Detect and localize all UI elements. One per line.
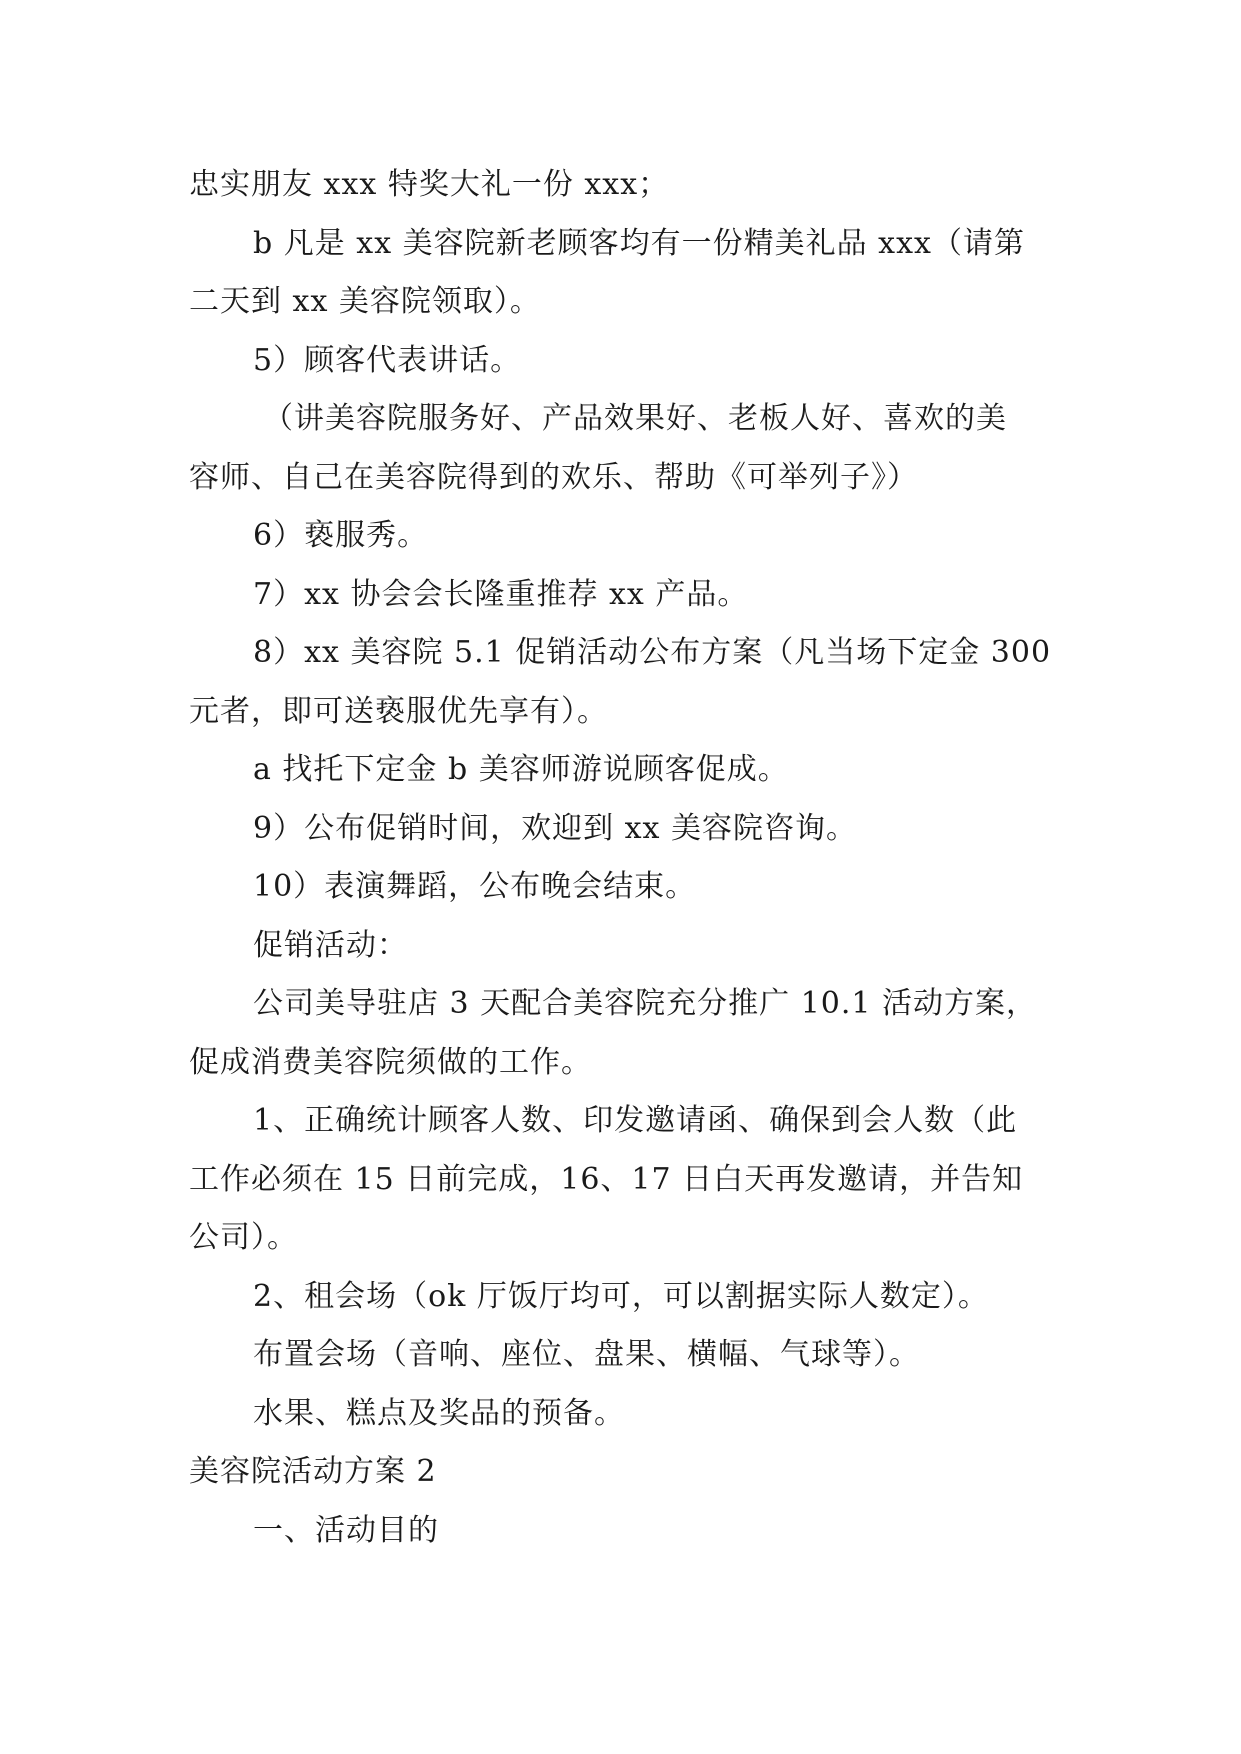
text-line: 水果、糕点及奖品的预备。 xyxy=(253,1395,625,1431)
text-line: 容师、自己在美容院得到的欢乐、帮助《可举列子》） xyxy=(189,459,918,495)
text-line: 忠实朋友 xxx 特奖大礼一份 xxx； xyxy=(189,167,670,202)
text-line: 二天到 xx 美容院领取）。 xyxy=(189,284,541,319)
text-line: b 凡是 xx 美容院新老顾客均有一份精美礼品 xxx（请第 xyxy=(253,225,1025,261)
text-line: 5）顾客代表讲话。 xyxy=(253,342,522,378)
text-line: 9）公布促销时间，欢迎到 xx 美容院咨询。 xyxy=(253,810,857,846)
text-line: 工作必须在 15 日前完成，16、17 日白天再发邀请，并告知 xyxy=(189,1161,1024,1197)
section-heading: 美容院活动方案 2 xyxy=(189,1454,437,1489)
text-line: 元者，即可送亵服优先享有）。 xyxy=(189,693,608,729)
subsection-heading: 一、活动目的 xyxy=(253,1512,439,1548)
text-line: 促销活动： xyxy=(253,927,408,963)
text-line: （讲美容院服务好、产品效果好、老板人好、喜欢的美 xyxy=(263,401,1007,436)
text-line: 6）亵服秀。 xyxy=(253,518,429,553)
text-line: a 找托下定金 b 美容师游说顾客促成。 xyxy=(253,752,789,787)
text-line: 公司）。 xyxy=(189,1220,298,1255)
text-line: 布置会场（音响、座位、盘果、横幅、气球等）。 xyxy=(253,1337,920,1372)
text-line: 公司美导驻店 3 天配合美容院充分推广 10.1 活动方案， xyxy=(253,986,1038,1021)
text-line: 促成消费美容院须做的工作。 xyxy=(189,1044,592,1080)
document-body xyxy=(189,156,1055,1560)
text-line: 1、正确统计顾客人数、印发邀请函、确保到会人数（此 xyxy=(253,1103,1018,1138)
text-line: 10）表演舞蹈，公布晚会结束。 xyxy=(253,869,697,904)
text-line: 8）xx 美容院 5.1 促销活动公布方案（凡当场下定金 300 xyxy=(253,635,1052,670)
text-line: 2、租会场（ok 厅饭厅均可，可以割据实际人数定）。 xyxy=(253,1278,989,1314)
text-line: 7）xx 协会会长隆重推荐 xx 产品。 xyxy=(253,576,749,612)
